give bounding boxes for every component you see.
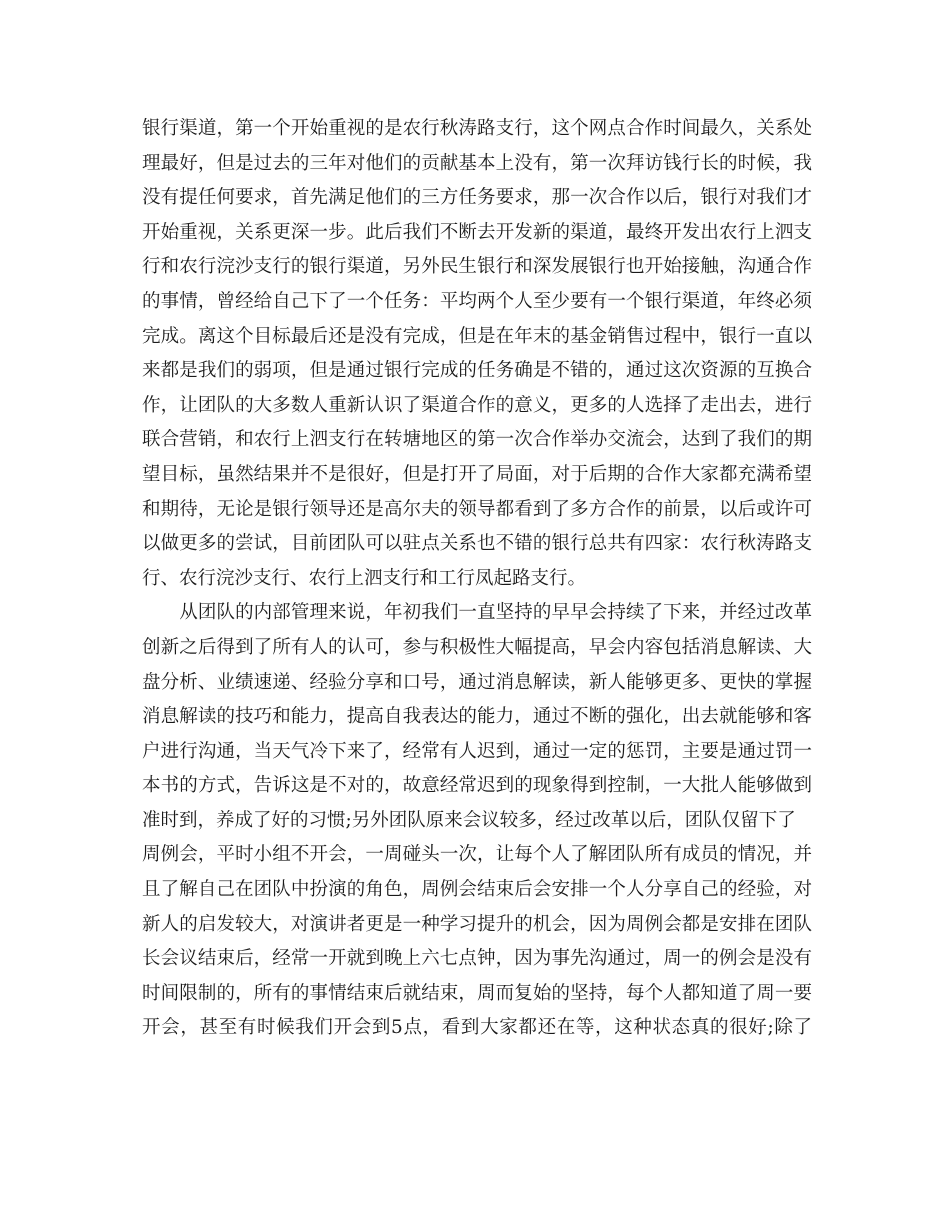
text-line: 从团队的内部管理来说，年初我们一直坚持的早早会持续了下来，并经过改革: [142, 602, 812, 624]
text-line: 盘分析、业绩速递、经验分享和口号，通过消息解读，新人能够更多、更快的掌握: [142, 671, 812, 693]
text-line: 行、农行浣沙支行、农行上泗支行和工行凤起路支行。: [142, 567, 587, 589]
text-line: 完成。离这个目标最后还是没有完成，但是在年末的基金销售过程中，银行一直以: [142, 325, 812, 347]
text-line: 周例会，平时小组不开会，一周碰头一次，让每个人了解团队所有成员的情况，并: [142, 844, 812, 866]
text-line: 准时到，养成了好的习惯;另外团队原来会议较多，经过改革以后，团队仅留下了: [142, 809, 796, 831]
text-line: 消息解读的技巧和能力，提高自我表达的能力，通过不断的强化，出去就能够和客: [142, 706, 812, 728]
text-line: 理最好，但是过去的三年对他们的贡献基本上没有，第一次拜访钱行长的时候，我: [142, 152, 812, 174]
text-line: 望目标，虽然结果并不是很好，但是打开了局面，对于后期的合作大家都充满希望: [142, 463, 812, 485]
text-line: 户进行沟通，当天气冷下来了，经常有人迟到，通过一定的惩罚，主要是通过罚一: [142, 740, 812, 762]
text-line: 没有提任何要求，首先满足他们的三方任务要求，那一次合作以后，银行对我们才: [142, 187, 812, 209]
text-line: 联合营销，和农行上泗支行在转塘地区的第一次合作举办交流会，达到了我们的期: [142, 429, 812, 451]
text-line: 银行渠道，第一个开始重视的是农行秋涛路支行，这个网点合作时间最久，关系处: [142, 118, 812, 139]
text-line: 行和农行浣沙支行的银行渠道，另外民生银行和深发展银行也开始接触，沟通合作: [142, 256, 812, 278]
text-line: 来都是我们的弱项，但是通过银行完成的任务确是不错的，通过这次资源的互换合: [142, 360, 812, 382]
text-line: 和期待，无论是银行领导还是高尔夫的领导都看到了多方合作的前景，以后或许可: [142, 498, 812, 520]
text-line: 作，让团队的大多数人重新认识了渠道合作的意义，更多的人选择了走出去，进行: [142, 394, 812, 416]
paragraph-1: [142, 112, 812, 596]
paragraph-2: [142, 596, 812, 1046]
document-body: [142, 112, 812, 1046]
text-line: 创新之后得到了所有人的认可，参与积极性大幅提高，早会内容包括消息解读、大: [142, 636, 812, 658]
text-line: 本书的方式，告诉这是不对的，故意经常迟到的现象得到控制，一大批人能够做到: [142, 775, 812, 797]
text-line: 开始重视，关系更深一步。此后我们不断去开发新的渠道，最终开发出农行上泗支: [142, 221, 812, 243]
text-line: 的事情，曾经给自己下了一个任务：平均两个人至少要有一个银行渠道，年终必须: [142, 290, 812, 312]
text-line: 长会议结束后，经常一开就到晚上六七点钟，因为事先沟通过，周一的例会是没有: [142, 948, 812, 970]
text-line: 以做更多的尝试，目前团队可以驻点关系也不错的银行总共有四家：农行秋涛路支: [142, 533, 812, 555]
text-line: 且了解自己在团队中扮演的角色，周例会结束后会安排一个人分享自己的经验，对: [142, 879, 812, 901]
text-line: 时间限制的，所有的事情结束后就结束，周而复始的坚持，每个人都知道了周一要: [142, 982, 812, 1004]
text-line: 新人的启发较大，对演讲者更是一种学习提升的机会，因为周例会都是安排在团队: [142, 913, 812, 935]
text-line: 开会，甚至有时候我们开会到5点，看到大家都还在等，这种状态真的很好;除了: [142, 1017, 812, 1039]
